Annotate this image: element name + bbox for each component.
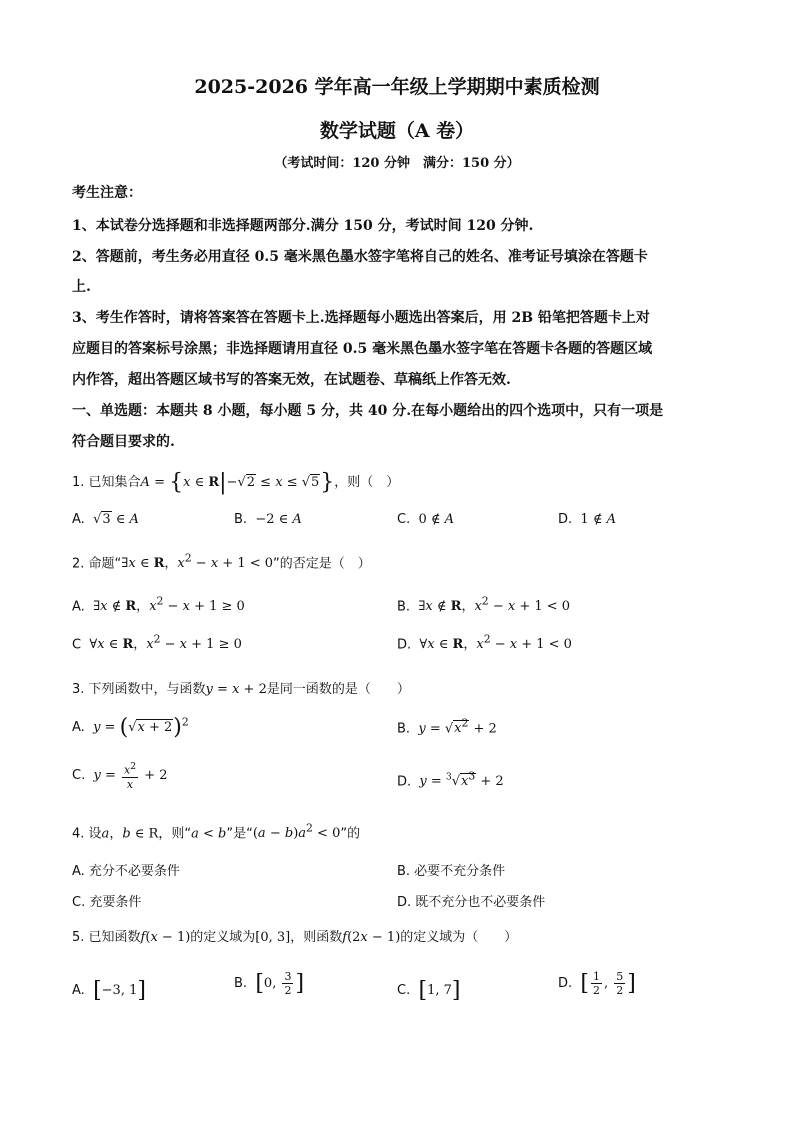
section-1-line-1: 一、单选题：本题共 8 小题，每小题 5 分，共 40 分.在每小题给出的四个选项中，只有一项是 — [72, 403, 664, 419]
question-3-option-a: A. $y = (√x + 2)^2$ — [72, 715, 189, 740]
question-3-suffix: 是同一函数的是（ ） — [266, 682, 410, 697]
question-1-prefix: 1. 已知集合 — [72, 475, 141, 490]
question-4: 4. 设a，b ∈ R，则“a < b”是“$(a - b)a^2 < 0$”的 — [72, 822, 361, 842]
question-2: 2. 命题“∃x ∈ R，$x^2 - x + 1 < 0$”的否定是（ ） — [72, 552, 371, 572]
question-2-prefix: 2. 命题“ — [72, 556, 122, 572]
option-label: B. — [397, 599, 411, 615]
question-4-prefix: 4. 设 — [72, 826, 102, 842]
question-3-prefix: 3. 下列函数中，与函数 — [72, 682, 206, 697]
question-1-set-formula: A = {x ∈ R|−√2 ≤ x ≤ √5} — [140, 470, 335, 495]
option-label: A. — [72, 599, 85, 615]
question-4-option-a: A. 充分不必要条件 — [72, 864, 180, 879]
option-label: B. — [234, 976, 248, 991]
question-2-option-d: D. ∀x ∈ R，$x^2 - x + 1 < 0$ — [397, 633, 572, 653]
option-label: C. — [397, 983, 411, 998]
question-5-option-d: D. [ $\frac{1}{2}$ , $\frac{5}{2}$ ] — [558, 970, 636, 997]
question-3-option-b: B. $y = √x^2 + 2$ — [397, 717, 497, 737]
option-label: A. — [72, 720, 85, 735]
notice-item-1: 1、本试卷分选择题和非选择题两部分.满分 150 分，考试时间 120 分钟. — [72, 218, 534, 234]
question-2-option-c: C ∀x ∈ R，$x^2 - x + 1 \ge 0$ — [72, 633, 242, 653]
question-4-option-d: D. 既不充分也不必要条件 — [397, 895, 546, 910]
notice-item-2-line-1: 2、答题前，考生务必用直径 0.5 毫米黑色墨水签字笔将自己的姓名、准考证号填涂在答题卡 — [72, 249, 648, 265]
section-1-line-2: 符合题目要求的. — [72, 434, 175, 450]
option-label: A. — [72, 983, 85, 998]
question-4-suffix: ”的 — [340, 826, 361, 842]
question-5: 5. 已知函数f(x − 1)的定义域为[0, 3]，则函数f(2x − 1)的定义域为（ ） — [72, 930, 518, 945]
exam-title: 2025-2026 学年高一年级上学期期中素质检测 — [194, 76, 600, 98]
question-4-separator: ， — [109, 826, 123, 842]
question-3-option-d: D. $y = ^3√x^3 + 2$ — [397, 770, 504, 790]
question-5-domain-is: 的定义域为 — [190, 930, 256, 945]
question-5-prefix: 5. 已知函数 — [72, 930, 141, 945]
option-label: C. — [397, 512, 411, 527]
question-4-option-b: B. 必要不充分条件 — [397, 864, 506, 879]
option-label: A. — [72, 512, 85, 527]
question-1-option-a: A. √3 ∈ A — [72, 512, 139, 527]
option-label: B. — [234, 512, 248, 527]
exam-subtitle: 数学试题（A 卷） — [319, 120, 475, 142]
question-5-option-a: A. [−3, 1] — [72, 978, 146, 1003]
question-5-suffix: 的定义域为（ ） — [400, 930, 518, 945]
question-2-option-a: A. ∃x ∉ R，$x^2 - x + 1 \ge 0$ — [72, 595, 245, 615]
question-3-option-c: C. y = $\frac{x^2}{x}$ + 2 — [72, 761, 168, 791]
question-2-option-b: B. ∃x ∉ R，$x^2 - x + 1 < 0$ — [397, 595, 571, 615]
notice-item-3-line-1: 3、考生作答时，请将答案答在答题卡上.选择题每小题选出答案后，用 2B 铅笔把答题卡上对 — [72, 310, 650, 326]
question-5-then: ，则函数 — [290, 930, 343, 945]
question-4-option-c: C. 充要条件 — [72, 895, 142, 910]
question-1 — [72, 470, 399, 495]
notice-item-3-line-2: 应题目的答案标号涂黑；非选择题请用直径 0.5 毫米黑色墨水签字笔在答题卡各题的答题区域 — [72, 341, 653, 357]
question-5-option-b: B. [0, $\frac{3}{2}$ ] — [234, 970, 305, 997]
question-3: 3. 下列函数中，与函数y = x + 2是同一函数的是（ ） — [72, 682, 410, 697]
option-label: D. — [397, 637, 412, 653]
option-label: B. — [397, 721, 411, 737]
option-label: C. — [72, 767, 86, 783]
option-label: D. — [397, 774, 412, 790]
question-1-option-d: D. 1 ∉ A — [558, 512, 616, 527]
question-4-is: ”是“ — [226, 826, 253, 842]
question-1-option-c: C. 0 ∉ A — [397, 512, 455, 527]
notice-item-3-line-3: 内作答，超出答题区域书写的答案无效，在试题卷、草稿纸上作答无效. — [72, 372, 511, 388]
question-4-then: ，则“ — [158, 826, 192, 842]
question-1-option-b: B. −2 ∈ A — [234, 512, 302, 527]
question-5-option-c: C. [1, 7] — [397, 978, 461, 1003]
option-label: D. — [558, 976, 573, 991]
exam-info: （考试时间：120 分钟 满分：150 分） — [274, 156, 520, 171]
notice-heading: 考生注意： — [72, 185, 142, 201]
option-label: D. — [558, 512, 573, 527]
question-2-suffix: ”的否定是（ ） — [273, 556, 371, 572]
notice-item-2-line-2: 上. — [72, 279, 91, 295]
option-label: C — [72, 637, 82, 653]
question-1-suffix: ，则（ ） — [334, 475, 400, 490]
